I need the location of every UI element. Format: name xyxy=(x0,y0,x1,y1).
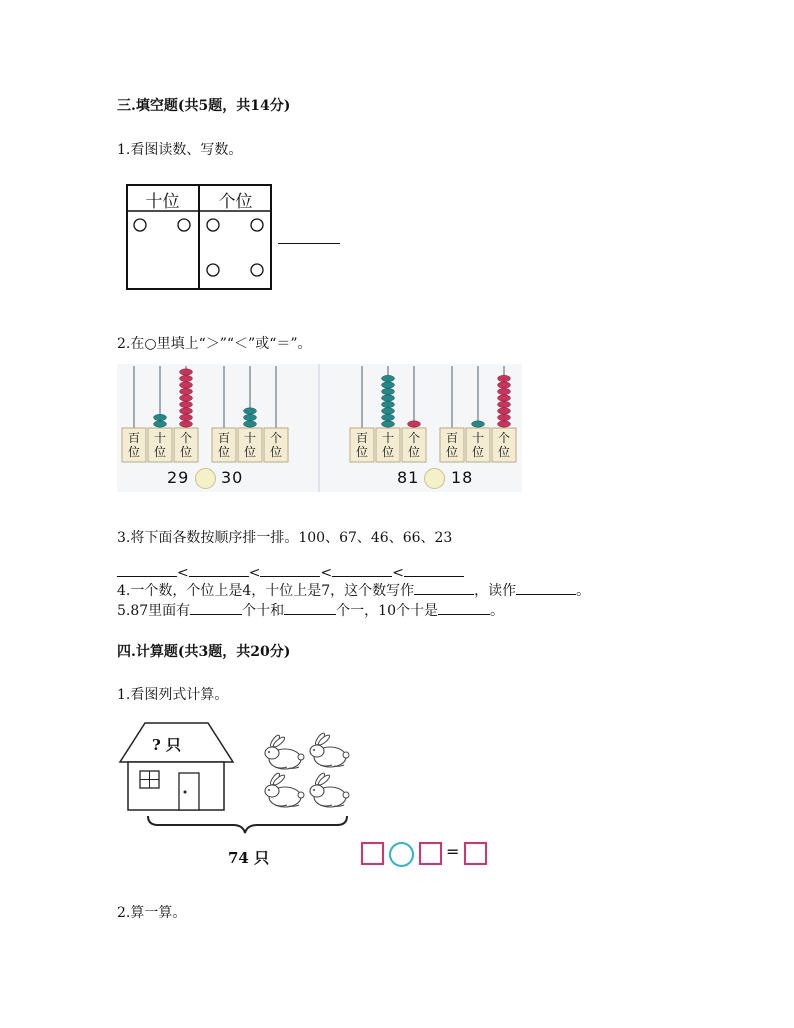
counter-circle xyxy=(251,264,263,276)
answer-blank[interactable] xyxy=(516,580,576,595)
question-text: 。 xyxy=(576,583,591,599)
ordering-row xyxy=(117,562,464,581)
abacus-bead xyxy=(498,414,511,420)
place-label: 个 位 xyxy=(179,431,192,459)
answer-box[interactable] xyxy=(419,842,442,865)
rabbit-icon xyxy=(310,772,349,807)
question-text: ，读作 xyxy=(474,583,517,599)
rabbit-icon xyxy=(265,772,304,807)
total-label: 74 只 xyxy=(228,849,270,867)
place-label: 十 位 xyxy=(243,431,256,459)
answer-blank[interactable] xyxy=(117,562,177,577)
abacus-bead xyxy=(382,414,395,420)
abacus-bead xyxy=(154,421,167,427)
header-ones: 个位 xyxy=(218,192,253,212)
answer-blank[interactable] xyxy=(190,600,242,615)
question-text: 个一，10个十是 xyxy=(336,603,438,619)
abacus-bead xyxy=(498,421,511,427)
place-label: 百 位 xyxy=(355,431,368,459)
question-text: 1.看图列式计算。 xyxy=(117,687,229,703)
counter-circle xyxy=(207,264,219,276)
abacus-bead xyxy=(180,401,193,407)
abacus-bead xyxy=(472,421,485,427)
rabbits-group xyxy=(265,732,349,807)
abacus-bead xyxy=(382,408,395,414)
compare-right-a: 81 xyxy=(397,468,420,487)
answer-box[interactable] xyxy=(361,842,384,865)
equals-sign: = xyxy=(446,842,460,861)
place-label: 个 位 xyxy=(497,431,510,459)
section-title: 四.计算题(共3题，共20分) xyxy=(117,644,291,660)
abacus-bead xyxy=(244,408,257,414)
abacus-bead xyxy=(498,375,511,381)
brace xyxy=(148,816,347,833)
answer-blank[interactable] xyxy=(438,600,490,615)
abacus-bead xyxy=(180,395,193,401)
abacus-bead xyxy=(382,421,395,427)
question-text: 个十和 xyxy=(242,603,285,619)
abacus-bead xyxy=(498,401,511,407)
question-text: 3.将下面各数按顺序排一排。100、67、46、66、23 xyxy=(117,530,453,546)
compare-circle[interactable] xyxy=(195,468,216,489)
abacus-bead xyxy=(498,395,511,401)
compare-left-b: 30 xyxy=(221,468,244,487)
abacus-bead xyxy=(382,382,395,388)
abacus-bead xyxy=(180,375,193,381)
answer-blank[interactable] xyxy=(189,562,249,577)
question-5 xyxy=(117,600,504,620)
abacus-bead xyxy=(498,388,511,394)
abacus-bead xyxy=(382,395,395,401)
place-label: 百 位 xyxy=(217,431,230,459)
rabbit-icon xyxy=(265,734,304,769)
abacus-bead xyxy=(154,414,167,420)
counter-circle xyxy=(178,219,190,231)
place-label: 个 位 xyxy=(407,431,420,459)
house-rabbits-figure xyxy=(118,720,368,870)
answer-box[interactable] xyxy=(464,842,487,865)
counter-circle xyxy=(134,219,146,231)
section-title: 三.填空题(共5题，共14分) xyxy=(117,98,291,114)
place-label: 个 位 xyxy=(269,431,282,459)
house-label: ? 只 xyxy=(152,736,182,754)
answer-blank[interactable] xyxy=(284,600,336,615)
less-than-sign: < xyxy=(320,565,333,581)
header-tens: 十位 xyxy=(145,192,180,212)
compare-circle[interactable] xyxy=(424,468,445,489)
question-text: 5.87里面有 xyxy=(117,603,191,619)
place-label: 十 位 xyxy=(381,431,394,459)
place-label: 十 位 xyxy=(153,431,166,459)
abacus-bead xyxy=(180,421,193,427)
answer-blank[interactable] xyxy=(260,562,320,577)
question-text: 4.一个数，个位上是4，十位上是7，这个数写作 xyxy=(117,583,415,599)
counter-circle xyxy=(207,219,219,231)
question-4 xyxy=(117,580,590,600)
abacus-bead xyxy=(382,401,395,407)
answer-blank[interactable] xyxy=(332,562,392,577)
abacus-bead xyxy=(180,414,193,420)
rabbit-icon xyxy=(310,732,349,767)
abacus-bead xyxy=(180,388,193,394)
question-text: 。 xyxy=(490,603,504,619)
less-than-sign: < xyxy=(248,565,261,581)
abacus-bead xyxy=(244,414,257,420)
less-than-sign: < xyxy=(177,565,189,581)
question-text: 2.算一算。 xyxy=(117,905,187,921)
place-label: 百 位 xyxy=(445,431,458,459)
place-value-table xyxy=(126,184,272,290)
abacus-bead xyxy=(408,421,421,427)
abacus-bead xyxy=(498,408,511,414)
abacus-bead xyxy=(498,382,511,388)
compare-left-a: 29 xyxy=(167,468,190,487)
abacus-bead xyxy=(180,382,193,388)
place-label: 百 位 xyxy=(127,431,140,459)
answer-blank[interactable] xyxy=(278,243,340,244)
house-door xyxy=(179,773,199,810)
abacus-bead xyxy=(382,375,395,381)
question-text: 2.在○里填上“＞”“＜”或“＝”。 xyxy=(117,336,312,352)
compare-right-b: 18 xyxy=(451,468,474,487)
place-label: 十 位 xyxy=(471,431,484,459)
abacus-bead xyxy=(244,421,257,427)
answer-blank[interactable] xyxy=(404,562,464,577)
answer-blank[interactable] xyxy=(414,580,474,595)
counter-circle xyxy=(251,219,263,231)
abacus-bead xyxy=(382,388,395,394)
abacus-bead xyxy=(180,408,193,414)
abacus-panel xyxy=(117,364,522,492)
question-text: 1.看图读数、写数。 xyxy=(117,142,243,158)
operator-circle[interactable] xyxy=(389,842,414,867)
abacus-bead xyxy=(180,369,193,375)
less-than-sign: < xyxy=(392,565,404,581)
